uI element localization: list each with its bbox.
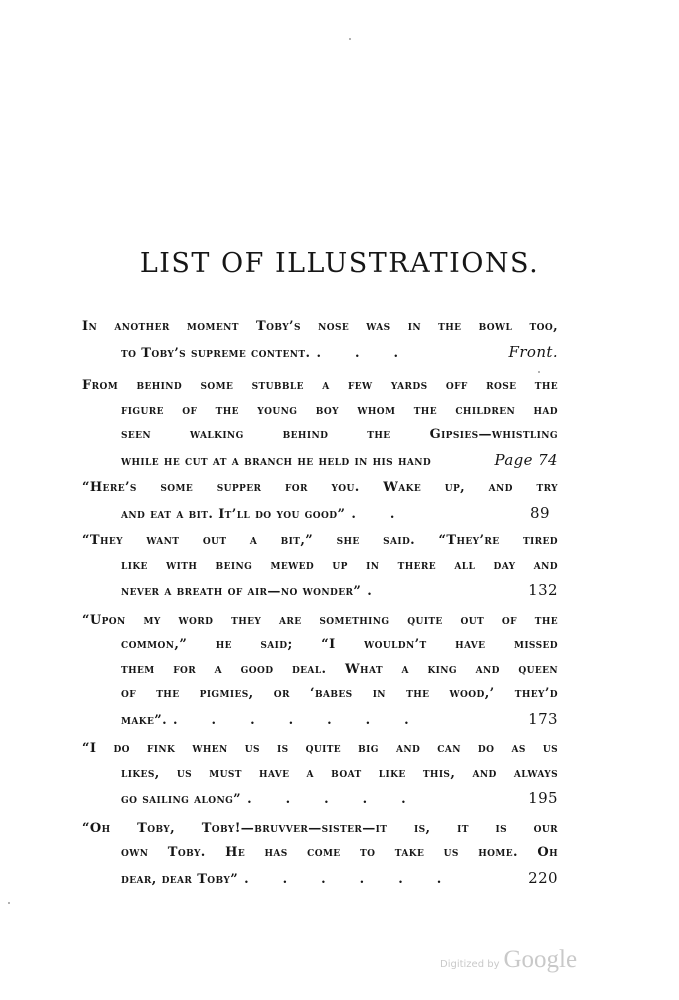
entry-line: and eat a bit. It’ll do you good”	[121, 506, 346, 522]
dot-leader: ...	[316, 345, 433, 361]
entry-line: likes, us must have a boat like this, and always	[121, 765, 558, 781]
dot-leader: .	[367, 584, 406, 599]
entry-line: “I do fink when us is quite big and can do as us	[82, 741, 558, 756]
entry-line: own Toby. He has come to take us home. Oh	[121, 845, 558, 860]
page-reference: 195	[528, 789, 558, 807]
list-item	[82, 529, 558, 605]
list-item	[82, 817, 558, 893]
entry-line: “They want out a bit,” she said. “They’re tired	[82, 533, 558, 548]
scan-speck	[349, 38, 351, 40]
scan-speck	[8, 902, 10, 904]
entry-line: to Toby’s supreme content.	[121, 345, 311, 361]
entry-line: From behind some stubble a few yards off rose the	[82, 378, 558, 393]
illustration-list	[82, 315, 558, 892]
page-reference: 132	[528, 581, 558, 599]
list-item	[82, 737, 558, 813]
entry-line: common,” he said; “I wouldn’t have missed	[121, 637, 558, 652]
entry-line: of the pigmies, or ‘babes in the wood,’ they’d	[121, 686, 558, 701]
digitized-by-google-watermark	[440, 946, 577, 974]
dot-leader: .....	[247, 792, 440, 807]
list-item	[82, 315, 558, 366]
google-logo-text: Google	[503, 946, 578, 973]
watermark-prefix: Digitized by	[440, 959, 500, 970]
dot-leader: ......	[244, 871, 476, 887]
page-title: LIST OF ILLUSTRATIONS.	[139, 248, 540, 279]
entry-line: go sailing along”	[121, 792, 242, 807]
page-reference: 173	[528, 709, 558, 728]
dot-leader: ..	[351, 506, 429, 522]
list-item	[82, 476, 558, 527]
entry-line: figure of the young boy whom the children had	[121, 402, 558, 418]
entry-line: make”.	[121, 712, 168, 728]
entry-line: never a breath of air—no wonder”	[121, 584, 362, 599]
page-reference: 89	[530, 503, 550, 522]
entry-line: them for a good deal. What a king and queen	[121, 661, 558, 677]
dot-leader: .......	[173, 712, 443, 728]
page-reference: 220	[528, 868, 558, 887]
entry-line: “Here’s some supper for you. Wake up, and try	[82, 480, 558, 495]
list-item	[82, 609, 558, 734]
scan-speck	[538, 371, 540, 373]
page-reference: Front.	[508, 342, 558, 361]
list-item	[82, 374, 558, 474]
entry-line: “Upon my word they are something quite out of the	[82, 612, 558, 628]
entry-line: “Oh Toby, Toby!—bruvver—sister—it is, it is our	[82, 820, 558, 836]
entry-line: while he cut at a branch he held in his hand	[121, 453, 432, 469]
entry-line: seen walking behind the Gipsies—whistling	[121, 427, 558, 442]
entry-line: dear, dear Toby”	[121, 871, 239, 887]
entry-line: like with being mewed up in there all day and	[121, 557, 558, 573]
page-reference: Page 74	[494, 450, 558, 469]
entry-line: In another moment Toby’s nose was in the bowl too,	[82, 319, 558, 334]
